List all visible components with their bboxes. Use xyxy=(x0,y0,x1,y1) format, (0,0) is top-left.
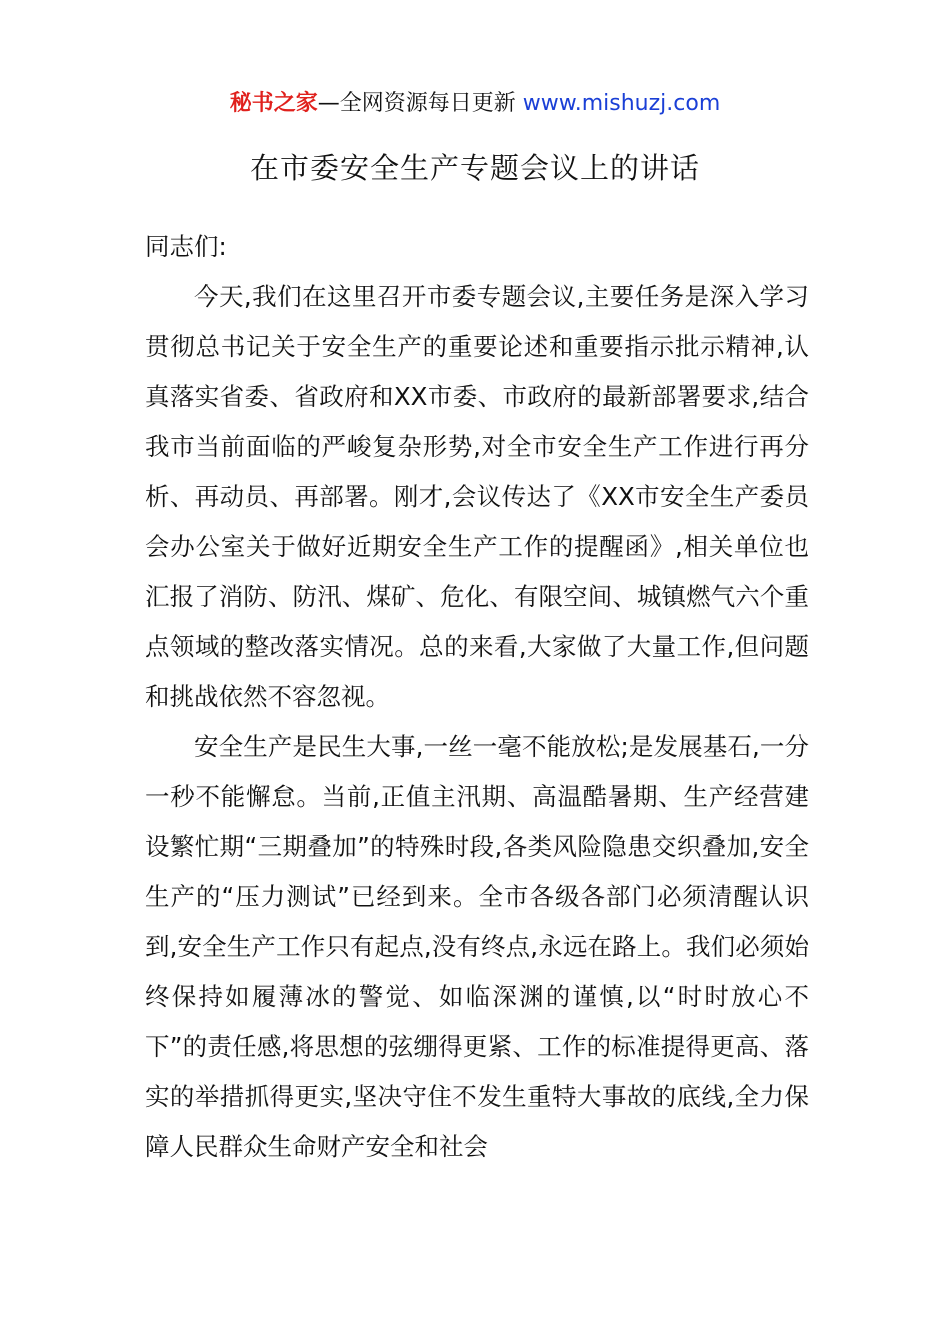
salutation: 同志们: xyxy=(145,232,227,261)
brand-name: 秘书之家 xyxy=(229,91,318,116)
document-body xyxy=(145,222,809,1172)
paragraph-2: 安全生产是民生大事,一丝一毫不能放松;是发展基石,一分一秒不能懈怠。当前,正值主汛期、高温酷暑期、生产经营建设繁忙期“三期叠加”的特殊时段,各类风险隐患交织叠加,安全生产的“压力测试”已经到来。全市各级各部门必须清醒认识到,安全生产工作只有起点,没有终点,永远在路上。我们必须始终保持如履薄冰的警觉、如临深渊的谨慎,以“时时放心不下”的责任感,将思想的弦绷得更紧、工作的标准提得更高、落实的举措抓得更实,坚决守住不发生重特大事故的底线,全力保障人民群众生命财产安全和社会 xyxy=(145,732,809,1161)
site-header xyxy=(0,88,950,120)
paragraph-1: 今天,我们在这里召开市委专题会议,主要任务是深入学习贯彻总书记关于安全生产的重要论述和重要指示批示精神,认真落实省委、省政府和XX市委、市政府的最新部署要求,结合我市当前面临的严峻复杂形势,对全市安全生产工作进行再分析、再动员、再部署。刚才,会议传达了《XX市安全生产委员会办公室关于做好近期安全生产工作的提醒函》,相关单位也汇报了消防、防汛、煤矿、危化、有限空间、城镇燃气六个重点领域的整改落实情况。总的来看,大家做了大量工作,但问题和挑战依然不容忽视。 xyxy=(145,282,809,711)
document-title: 在市委安全生产专题会议上的讲话 xyxy=(249,151,700,185)
header-tagline: —全网资源每日更新 xyxy=(317,91,516,116)
site-url-link[interactable]: www.mishuzj.com xyxy=(522,91,721,116)
